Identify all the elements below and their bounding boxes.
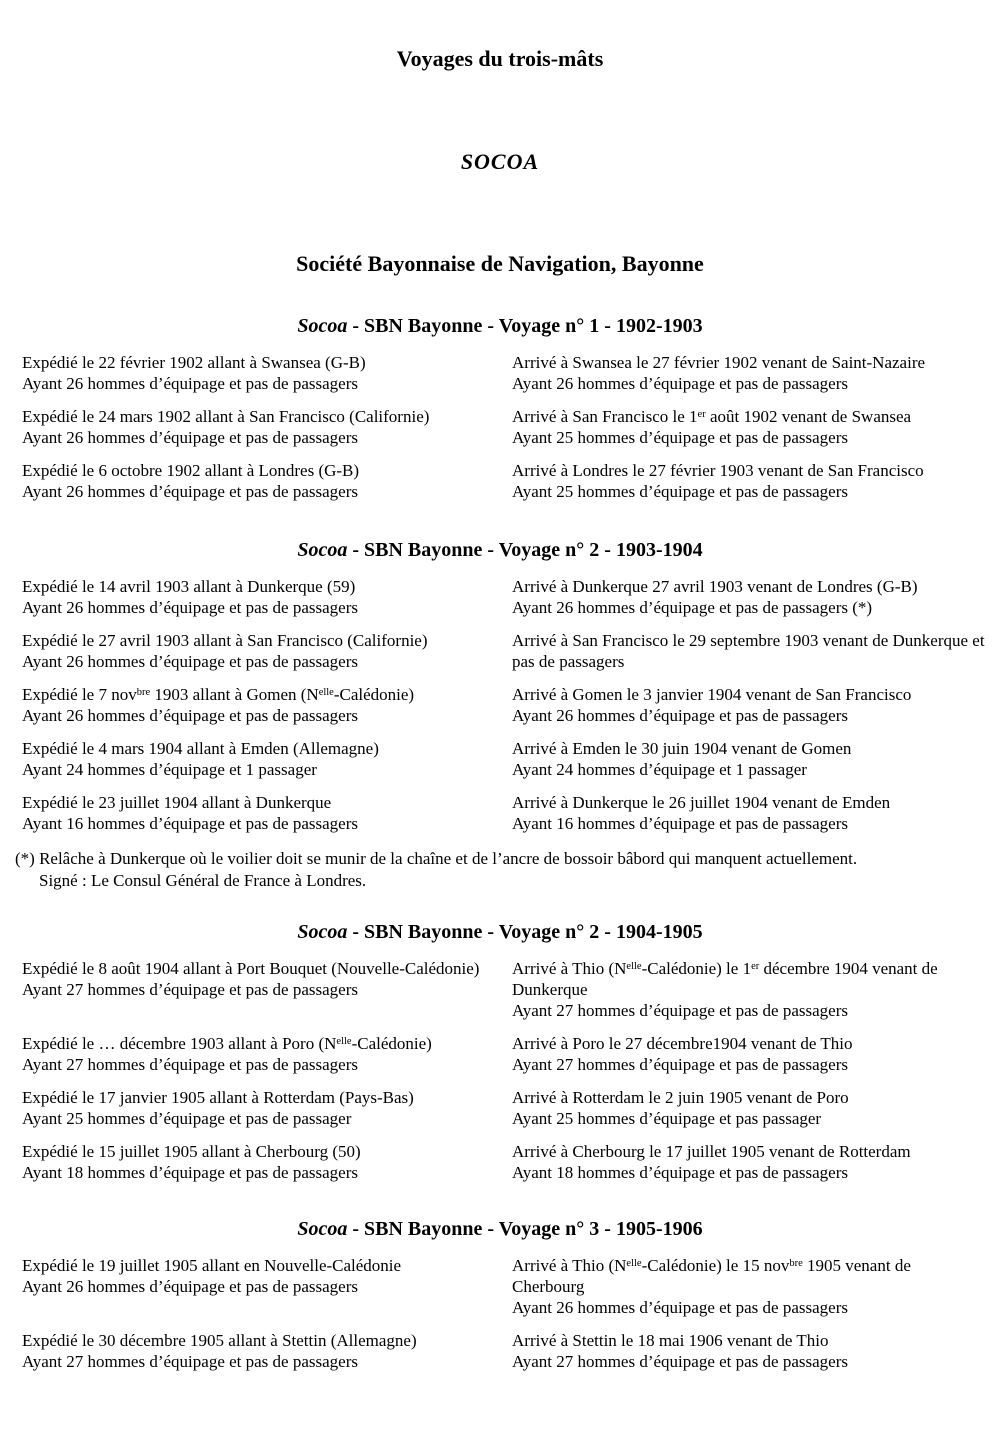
text-line: Expédié le 6 octobre 1902 allant à Londres (G-B): [22, 461, 360, 480]
superscript-text: bre: [136, 687, 151, 698]
text-line: Ayant 26 hommes d’équipage et pas de passagers: [22, 598, 358, 617]
text-line: Arrivé à Poro le 27 décembre1904 venant de Thio: [512, 1034, 853, 1053]
text-line: Ayant 26 hommes d’équipage et pas de passagers: [22, 706, 358, 725]
text-line: Ayant 26 hommes d’équipage et pas de passagers: [22, 652, 358, 671]
text-line: Expédié le 23 juillet 1904 allant à Dunkerque: [22, 793, 332, 812]
text-line: Arrivé à Swansea le 27 février 1902 venant de Saint-Nazaire: [512, 353, 926, 372]
text-line: Expédié le 30 décembre 1905 allant à Stettin (Allemagne): [22, 1331, 417, 1350]
arrival-cell: [512, 1255, 986, 1318]
text-line: Ayant 18 hommes d’équipage et pas de passagers: [512, 1163, 848, 1182]
superscript-text: er: [751, 961, 760, 972]
voyage-section: [0, 277, 1000, 514]
voyage-section: [0, 1195, 1000, 1384]
voyage-heading-ship-name: Socoa: [297, 315, 348, 337]
departure-cell: [22, 1141, 490, 1183]
text-line: Ayant 25 hommes d’équipage et pas de passagers: [512, 428, 848, 447]
departure-cell: [22, 1255, 490, 1318]
departure-cell: [22, 738, 490, 780]
arrival-cell: [512, 1330, 986, 1372]
text-line: Ayant 26 hommes d’équipage et pas de passagers: [22, 482, 358, 501]
text-line: Ayant 25 hommes d’équipage et pas de passager: [22, 1109, 352, 1128]
text-line: Ayant 16 hommes d’équipage et pas de passagers: [22, 814, 358, 833]
voyage-row: [0, 738, 1000, 780]
voyage-row: [0, 1033, 1000, 1075]
departure-cell: [22, 630, 490, 672]
superscript-text: elle: [626, 961, 642, 972]
voyage-heading: [0, 1217, 1000, 1241]
voyage-heading: [0, 314, 1000, 338]
voyage-heading-ship-name: Socoa: [297, 921, 348, 943]
arrival-cell: [512, 576, 986, 618]
arrival-cell: [512, 352, 986, 394]
text-line: Ayant 26 hommes d’équipage et pas de passagers: [512, 374, 848, 393]
text-line: Arrivé à Gomen le 3 janvier 1904 venant de San Francisco: [512, 685, 912, 704]
departure-cell: [22, 406, 490, 448]
arrival-cell: [512, 1141, 986, 1183]
voyage-row: [0, 958, 1000, 1021]
voyage-row: [0, 1255, 1000, 1318]
text-line: Expédié le 22 février 1902 allant à Swansea (G-B): [22, 353, 366, 372]
text-line: Ayant 27 hommes d’équipage et pas de passagers: [22, 1352, 358, 1371]
voyage-heading-ship-name: Socoa: [297, 539, 348, 561]
arrival-cell: [512, 1087, 986, 1129]
text-line: Expédié le 19 juillet 1905 allant en Nouvelle-Calédonie: [22, 1256, 402, 1275]
text-line: Ayant 25 hommes d’équipage et pas passager: [512, 1109, 822, 1128]
superscript-text: elle: [626, 1258, 642, 1269]
departure-cell: [22, 460, 490, 502]
footnote: [0, 848, 1000, 892]
voyage-section: [0, 514, 1000, 892]
voyage-row: [0, 792, 1000, 834]
text-line: Expédié le 7 nov$^{bre}$ 1903 allant à Gomen $(N^{elle}-Calédonie)$: [22, 685, 415, 704]
text-line: Arrivé à San Francisco le 29 septembre 1903 venant de Dunkerque et pas de passagers: [512, 631, 985, 671]
text-line: Arrivé à Thio $(N^{elle}-Calédonie)$ le 15 nov$^{bre}$ 1905 venant de Cherbourg: [512, 1256, 911, 1296]
footnote-signature: Signé : Le Consul Général de France à Londres.: [39, 871, 367, 890]
text-line: Arrivé à San Francisco le 1er août 1902 venant de Swansea: [512, 407, 912, 426]
text-line: Ayant 27 hommes d’équipage et pas de passagers: [512, 1001, 848, 1020]
voyage-rows: [0, 352, 1000, 514]
voyage-heading: [0, 920, 1000, 944]
departure-cell: [22, 1087, 490, 1129]
arrival-cell: [512, 792, 986, 834]
departure-cell: [22, 352, 490, 394]
text-line: Expédié le 24 mars 1902 allant à San Francisco (Californie): [22, 407, 430, 426]
arrival-cell: [512, 958, 986, 1021]
voyage-row: [0, 576, 1000, 618]
ship-name-title: SOCOA: [460, 149, 540, 174]
text-line: Expédié le 8 août 1904 allant à Port Bouquet (Nouvelle-Calédonie): [22, 959, 480, 978]
departure-cell: [22, 576, 490, 618]
voyage-row: [0, 630, 1000, 672]
company-title: Société Bayonnaise de Navigation, Bayonne: [296, 251, 704, 276]
voyage-row: [0, 1087, 1000, 1129]
voyage-row: [0, 684, 1000, 726]
voyage-row: [0, 460, 1000, 502]
superscript-text: bre: [789, 1258, 803, 1269]
voyage-row: [0, 1141, 1000, 1183]
text-line: Ayant 16 hommes d’équipage et pas de passagers: [512, 814, 848, 833]
text-line: Ayant 27 hommes d’équipage et pas de passagers: [22, 1055, 358, 1074]
text-line: Ayant 26 hommes d’équipage et pas de passagers (*): [512, 598, 873, 617]
arrival-cell: [512, 1033, 986, 1075]
text-line: Expédié le 17 janvier 1905 allant à Rotterdam (Pays-Bas): [22, 1088, 414, 1107]
arrival-cell: [512, 406, 986, 448]
departure-cell: [22, 1330, 490, 1372]
text-line: Ayant 27 hommes d’équipage et pas de passagers: [512, 1055, 848, 1074]
text-line: Arrivé à Emden le 30 juin 1904 venant de Gomen: [512, 739, 852, 758]
text-line: Expédié le 27 avril 1903 allant à San Francisco (Californie): [22, 631, 428, 650]
text-line: Ayant 24 hommes d’équipage et 1 passager: [512, 760, 807, 779]
text-line: Expédié le 4 mars 1904 allant à Emden (Allemagne): [22, 739, 379, 758]
voyage-heading-ship-name: Socoa: [297, 1218, 348, 1240]
voyage-row: [0, 1330, 1000, 1372]
text-line: Arrivé à Thio $(N^{elle}-Calédonie)$ le 1er décembre 1904 venant de Dunkerque: [512, 959, 938, 999]
voyage-row: [0, 406, 1000, 448]
voyage-heading-text: - SBN Bayonne - Voyage n° 1 - 1902-1903: [347, 315, 703, 337]
voyage-rows: [0, 576, 1000, 846]
text-line: Arrivé à Rotterdam le 2 juin 1905 venant de Poro: [512, 1088, 849, 1107]
text-line: Ayant 18 hommes d’équipage et pas de passagers: [22, 1163, 358, 1182]
departure-cell: [22, 684, 490, 726]
arrival-cell: [512, 460, 986, 502]
departure-cell: [22, 792, 490, 834]
text-line: Expédié le 15 juillet 1905 allant à Cherbourg (50): [22, 1142, 361, 1161]
document-title: Voyages du trois-mâts: [396, 46, 604, 71]
departure-cell: [22, 958, 490, 1021]
text-line: Ayant 26 hommes d’équipage et pas de passagers: [22, 374, 358, 393]
text-line: Arrivé à Cherbourg le 17 juillet 1905 venant de Rotterdam: [512, 1142, 911, 1161]
text-line: Ayant 26 hommes d’équipage et pas de passagers: [22, 428, 358, 447]
voyage-row: [0, 352, 1000, 394]
text-line: Arrivé à Londres le 27 février 1903 venant de San Francisco: [512, 461, 924, 480]
text-line: Ayant 25 hommes d’équipage et pas de passagers: [512, 482, 848, 501]
text-line: Ayant 24 hommes d’équipage et 1 passager: [22, 760, 317, 779]
superscript-text: elle: [318, 687, 334, 698]
text-line: Ayant 27 hommes d’équipage et pas de passagers: [22, 980, 358, 999]
voyage-heading-text: - SBN Bayonne - Voyage n° 2 - 1903-1904: [347, 539, 703, 561]
arrival-cell: [512, 630, 986, 672]
voyage-rows: [0, 1255, 1000, 1384]
text-line: Expédié le 14 avril 1903 allant à Dunkerque (59): [22, 577, 356, 596]
voyage-heading-text: - SBN Bayonne - Voyage n° 2 - 1904-1905: [347, 921, 703, 943]
text-line: Ayant 26 hommes d’équipage et pas de passagers: [22, 1277, 358, 1296]
sections: [0, 277, 1000, 1384]
voyage-heading-text: - SBN Bayonne - Voyage n° 3 - 1905-1906: [347, 1218, 703, 1240]
arrival-cell: [512, 738, 986, 780]
text-line: Arrivé à Stettin le 18 mai 1906 venant de Thio: [512, 1331, 829, 1350]
voyage-section: [0, 892, 1000, 1195]
footnote-text: (*) Relâche à Dunkerque où le voilier doit se munir de la chaîne et de l’ancre de bossoir bâbord qui manquent actuellement.: [15, 849, 858, 868]
text-line: Expédié le … décembre 1903 allant à Poro $(N^{elle}-Calédonie)$: [22, 1034, 432, 1053]
arrival-cell: [512, 684, 986, 726]
text-line: Ayant 26 hommes d’équipage et pas de passagers: [512, 1298, 848, 1317]
voyage-heading: [0, 538, 1000, 562]
text-line: Ayant 26 hommes d’équipage et pas de passagers: [512, 706, 848, 725]
text-line: Arrivé à Dunkerque le 26 juillet 1904 venant de Emden: [512, 793, 891, 812]
text-line: Ayant 27 hommes d’équipage et pas de passagers: [512, 1352, 848, 1371]
superscript-text: er: [697, 409, 706, 420]
departure-cell: [22, 1033, 490, 1075]
voyage-rows: [0, 958, 1000, 1195]
superscript-text: elle: [336, 1036, 352, 1047]
text-line: Arrivé à Dunkerque 27 avril 1903 venant de Londres (G-B): [512, 577, 918, 596]
